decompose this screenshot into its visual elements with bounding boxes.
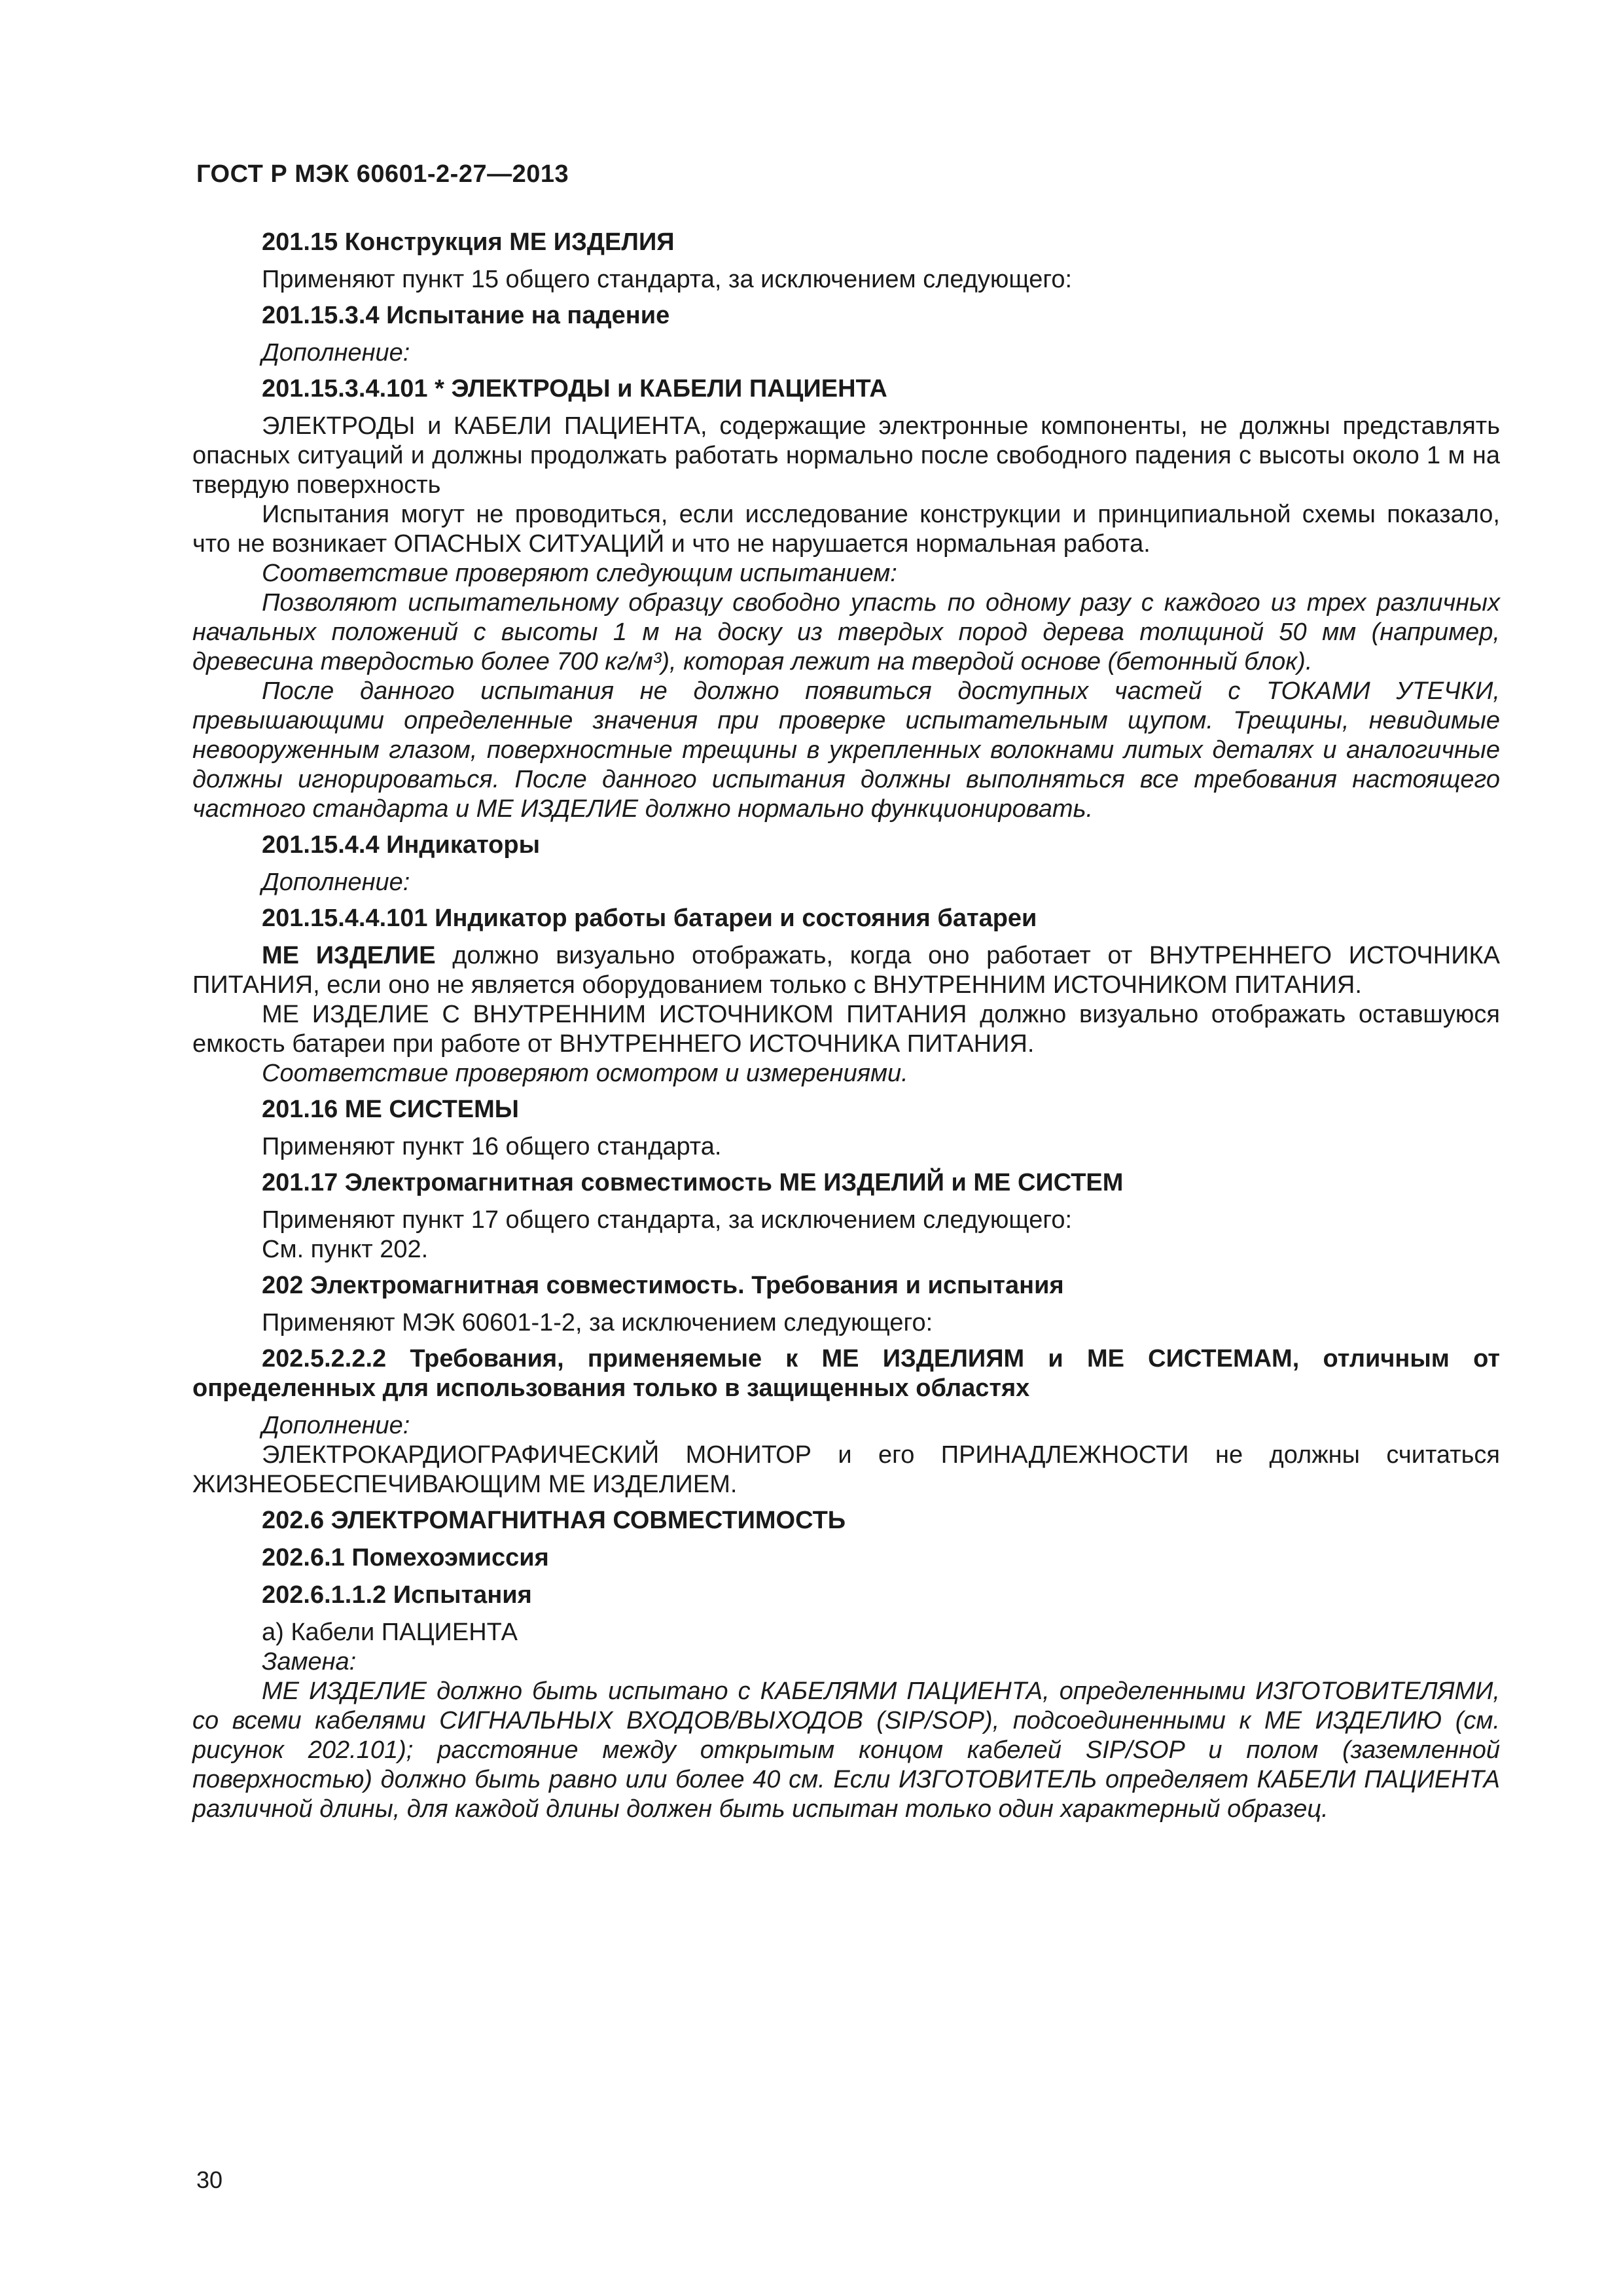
italic-paragraph: Замена:	[262, 1648, 357, 1676]
italic-paragraph: МЕ ИЗДЕЛИЕ должно быть испытано с КАБЕЛЯМИ ПАЦИЕНТА, определенными ИЗГОТОВИТЕЛЯМИ, со всеми кабелями СИГНАЛЬНЫХ ВХОДОВ/ВЫХОДОВ (SIP/SOP), подсоединенными к МЕ ИЗДЕЛИЮ (см. рисунок 202.101); расстояние между открытым концом кабелей SIP/SOP и полом (заземленной поверхностью) должно быть равно или более 40 см. Если ИЗГОТОВИТЕЛЬ определяет КАБЕЛИ ПАЦИЕНТА различной длины, для каждой длины должен быть испытан только один характерный образец.	[192, 1677, 1500, 1823]
italic-paragraph: Соответствие проверяют следующим испытанием:	[262, 560, 897, 587]
paragraph: ЭЛЕКТРОКАРДИОГРАФИЧЕСКИЙ МОНИТОР и его ПРИНАДЛЕЖНОСТИ не должны считаться ЖИЗНЕОБЕСПЕЧИВАЮЩИМ МЕ ИЗДЕЛИЕМ.	[192, 1441, 1500, 1498]
paragraph: Применяют МЭК 60601-1-2, за исключением следующего:	[262, 1309, 933, 1336]
paragraph: Применяют пункт 17 общего стандарта, за исключением следующего:	[262, 1206, 1073, 1234]
document-body	[192, 221, 1500, 1824]
italic-paragraph: После данного испытания не должно появиться доступных частей с ТОКАМИ УТЕЧКИ, превышающими определенные значения при проверке испытательным щупом. Трещины, невидимые невооруженным глазом, поверхностные трещины в укрепленных волокнами литых деталях и аналогичные должны игнорироваться. После данного испытания должны выполняться все требования настоящего частного стандарта и МЕ ИЗДЕЛИЕ должно нормально функционировать.	[192, 677, 1500, 823]
section-heading: 201.15.3.4.101 * ЭЛЕКТРОДЫ и КАБЕЛИ ПАЦИЕНТА	[262, 375, 887, 403]
section-heading: 202.6.1 Помехоэмиссия	[262, 1544, 549, 1571]
paragraph: Испытания могут не проводиться, если исследование конструкции и принципиальной схемы показало, что не возникает ОПАСНЫХ СИТУАЦИЙ и что не нарушается нормальная работа.	[192, 501, 1500, 558]
section-heading: 201.16 МЕ СИСТЕМЫ	[262, 1096, 520, 1123]
paragraph: Применяют пункт 16 общего стандарта.	[262, 1133, 722, 1160]
paragraph-text: должно визуально отображать, когда оно работает от ВНУТРЕННЕГО ИСТОЧНИКА ПИТАНИЯ, если оно не является оборудованием только с ВНУТРЕННИМ ИСТОЧНИКОМ ПИТАНИЯ.	[192, 942, 1500, 999]
italic-paragraph: Дополнение:	[262, 869, 410, 896]
italic-paragraph: Дополнение:	[262, 1412, 410, 1439]
paragraph: См. пункт 202.	[262, 1236, 429, 1263]
paragraph: ЭЛЕКТРОДЫ и КАБЕЛИ ПАЦИЕНТА, содержащие электронные компоненты, не должны представлять опасных ситуаций и должны продолжать работать нормально после свободного падения с высоты около 1 м на твердую поверхность	[192, 412, 1500, 499]
italic-paragraph: Позволяют испытательному образцу свободно упасть по одному разу с каждого из трех различных начальных положений с высоты 1 м на доску из твердых пород дерева толщиной 50 мм (например, древесина твердостью более 700 кг/м³), которая лежит на твердой основе (бетонный блок).	[192, 589, 1500, 675]
section-heading: 201.17 Электромагнитная совместимость МЕ ИЗДЕЛИЙ и МЕ СИСТЕМ	[262, 1169, 1124, 1196]
section-heading: 201.15.4.4.101 Индикатор работы батареи и состояния батареи	[262, 905, 1037, 932]
italic-paragraph: Соответствие проверяют осмотром и измерениями.	[262, 1060, 908, 1087]
italic-paragraph: Дополнение:	[262, 339, 410, 367]
page-number: 30	[196, 2166, 223, 2193]
bold-term: МЕ ИЗДЕЛИЕ	[262, 942, 436, 969]
paragraph	[192, 941, 1500, 1000]
section-heading: 202 Электромагнитная совместимость. Требования и испытания	[262, 1272, 1064, 1299]
standard-header: ГОСТ Р МЭК 60601-2-27—2013	[196, 160, 569, 188]
section-heading: 202.5.2.2.2 Требования, применяемые к МЕ ИЗДЕЛИЯМ и МЕ СИСТЕМАМ, отличным от определенных для использования только в защищенных областях	[192, 1345, 1500, 1402]
paragraph: a) Кабели ПАЦИЕНТА	[262, 1619, 518, 1646]
section-heading: 201.15.3.4 Испытание на падение	[262, 302, 670, 329]
section-heading: 202.6.1.1.2 Испытания	[262, 1581, 532, 1609]
section-heading: 202.6 ЭЛЕКТРОМАГНИТНАЯ СОВМЕСТИМОСТЬ	[262, 1507, 846, 1534]
paragraph: Применяют пункт 15 общего стандарта, за исключением следующего:	[262, 266, 1073, 293]
section-heading: 201.15 Конструкция МЕ ИЗДЕЛИЯ	[262, 228, 675, 256]
paragraph: МЕ ИЗДЕЛИЕ С ВНУТРЕННИМ ИСТОЧНИКОМ ПИТАНИЯ должно визуально отображать оставшуюся емкость батареи при работе от ВНУТРЕННЕГО ИСТОЧНИКА ПИТАНИЯ.	[192, 1001, 1500, 1058]
section-heading: 201.15.4.4 Индикаторы	[262, 831, 541, 859]
